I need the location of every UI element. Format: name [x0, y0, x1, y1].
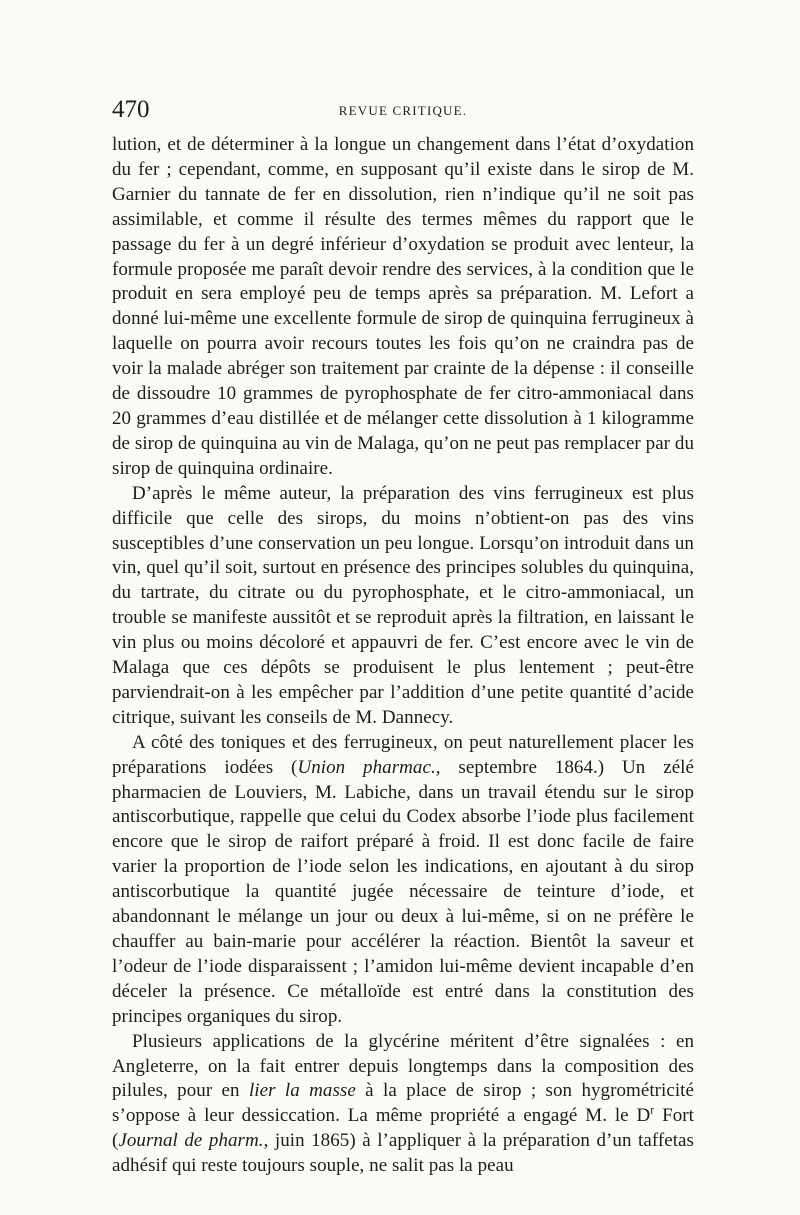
paragraph-4: [112, 1030, 694, 1179]
paragraph-3-citation: Union pharmac.: [297, 756, 436, 778]
paragraph-3-text-end: , septembre 1864.) Un zélé pharmacien de Louviers, M. Labiche, dans un travail étendu sur le sirop antiscorbutique, rappelle que celui du Codex absorbe l’iode plus facilement encore que le sirop de raifort préparé à froid. Il est donc facile de faire varier la proportion de l’iode selon les indications, en ajoutant à du sirop antiscorbutique la quantité jugée nécessaire de teinture d’iode, et abandonnant le mélange un jour ou deux à lui-même, si on ne préfère le chauffer au bain-marie pour accélérer la réaction. Bientôt la saveur et l’odeur de l’iode disparaissent ; l’amidon lui-même devient incapable d’en déceler la présence. Ce métalloïde est entré dans la constitution des principes organiques du sirop.: [112, 756, 694, 1027]
paragraph-2: D’après le même auteur, la préparation des vins ferrugineux est plus difficile que celle des sirops, du moins n’obtient-on pas des vins susceptibles d’une conservation un peu longue. Lorsqu’on introduit dans un vin, quel qu’il soit, surtout en présence des principes solubles du quinquina, du tartrate, du citrate ou du pyrophosphate, et le citro-ammoniacal, un trouble se manifeste aussitôt et se reproduit après la filtration, en laissant le vin plus ou moins décoloré et appauvri de fer. C’est encore avec le vin de Malaga que ces dépôts se produisent le plus lentement ; peut-être parviendrait-on à les empêcher par l’addition d’une petite quantité d’acide citrique, suivant les conseils de M. Dannecy.: [112, 482, 694, 728]
doctor-abbreviation: D: [636, 1105, 651, 1127]
book-page: [112, 95, 694, 1179]
doctor-abbreviation-superscript: r: [650, 1103, 655, 1118]
paragraph-4-name: Fort (: [112, 1105, 694, 1152]
page-number: 470: [112, 96, 150, 123]
paragraph-1: lution, et de déterminer à la longue un changement dans l’état d’oxydation du fer ; cependant, comme, en supposant qu’il existe dans le sirop de M. Garnier du tannate de fer en dissolution, rien n’indique qu’il ne soit pas assimilable, et comme il résulte des termes mêmes du rapport que le passage du fer à un degré inférieur d’oxydation se produit avec lenteur, la formule proposée me paraît devoir rendre des services, à la condition que le produit en sera employé peu de temps après sa préparation. M. Lefort a donné lui-même une excellente formule de sirop de quinquina ferrugineux à laquelle on pourra avoir recours toutes les fois qu’on ne craindra pas de voir la malade abréger son traitement par crainte de la dépense : il conseille de dissoudre 10 grammes de pyrophosphate de fer citro-ammoniacal dans 20 grammes d’eau distillée et de mélanger cette dissolution à 1 kilogramme de sirop de quinquina au vin de Malaga, qu’on ne peut pas remplacer par du sirop de quinquina ordinaire.: [112, 134, 694, 479]
paragraph-4-text-middle: à la place de sirop ; son hygrométricité s’oppose à leur dessiccation. La même propriété a engagé M. le: [112, 1080, 694, 1127]
running-head: REVUE CRITIQUE.: [338, 103, 468, 118]
paragraph-4-citation: Journal de pharm.: [118, 1130, 264, 1152]
paragraph-4-text-end: , juin 1865) à l’appliquer à la préparation d’un taffetas adhésif qui reste toujours souple, ne salit pas la peau: [112, 1130, 694, 1177]
paragraph-4-text-start: Plusieurs applications de la glycérine méritent d’être signalées : en Angleterre, on la fait entrer depuis longtemps dans la composition des pilules, pour en: [112, 1030, 694, 1102]
paragraph-3-text-start: A côté des toniques et des ferrugineux, on peut naturellement placer les préparations iodées (: [112, 731, 694, 778]
paragraph-4-emphasis: lier la masse: [248, 1080, 356, 1102]
paragraph-3: [112, 731, 694, 1030]
page-header: [112, 95, 694, 125]
